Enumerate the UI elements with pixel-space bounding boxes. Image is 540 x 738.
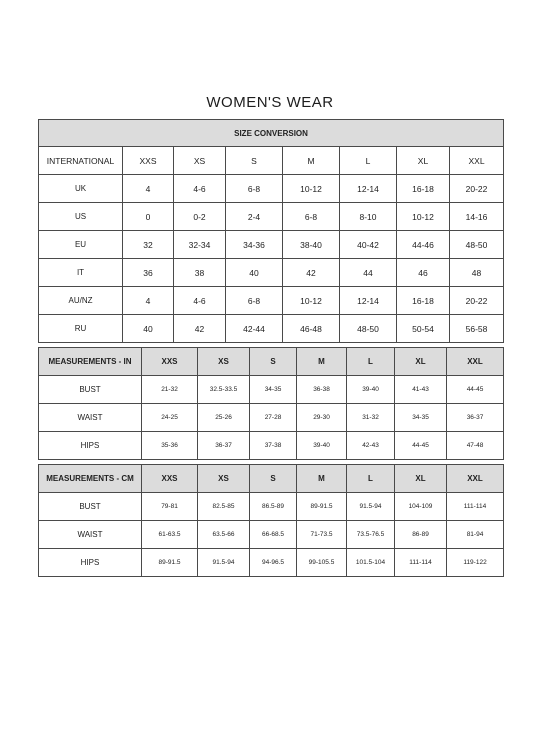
table-cell: 21-32 <box>142 376 198 404</box>
table-cell: 44 <box>340 259 397 287</box>
table-header-cell: XS <box>198 348 250 376</box>
table-cell: XL <box>397 147 450 175</box>
table-cell: 16-18 <box>397 287 450 315</box>
table-cell: 39-40 <box>297 432 347 460</box>
table-cell: 44-46 <box>397 231 450 259</box>
table-cell: 4-6 <box>174 287 226 315</box>
table-cell: 71-73.5 <box>297 521 347 549</box>
table-cell: 12-14 <box>340 287 397 315</box>
table-cell: S <box>226 147 283 175</box>
table-cell: 94-96.5 <box>250 549 297 577</box>
measurements-cm-table <box>38 464 504 577</box>
table-cell: 111-114 <box>447 493 504 521</box>
table-cell: XS <box>174 147 226 175</box>
table-cell: 99-105.5 <box>297 549 347 577</box>
table-cell: WAIST <box>39 404 142 432</box>
table-cell: 4 <box>123 175 174 203</box>
table-cell: 86-89 <box>395 521 447 549</box>
table-row <box>39 315 504 343</box>
table-header-cell: XXS <box>142 465 198 493</box>
table-cell: BUST <box>39 493 142 521</box>
table-cell: 6-8 <box>226 175 283 203</box>
table-cell: 61-63.5 <box>142 521 198 549</box>
table-header-cell: XXL <box>447 465 504 493</box>
table-cell: 8-10 <box>340 203 397 231</box>
table-row <box>39 203 504 231</box>
table-cell: 48-50 <box>450 231 504 259</box>
table-cell: 89-91.5 <box>297 493 347 521</box>
table-cell: 38-40 <box>283 231 340 259</box>
table-cell: 20-22 <box>450 287 504 315</box>
table-cell: 4 <box>123 287 174 315</box>
table-cell: 66-68.5 <box>250 521 297 549</box>
table-header-row <box>39 348 504 376</box>
table-cell: 31-32 <box>347 404 395 432</box>
table-cell: 73.5-76.5 <box>347 521 395 549</box>
table-cell: 46 <box>397 259 450 287</box>
table-cell: 20-22 <box>450 175 504 203</box>
table-cell: 40 <box>226 259 283 287</box>
table-cell: 2-4 <box>226 203 283 231</box>
table-cell: 34-35 <box>250 376 297 404</box>
table-cell: 42-44 <box>226 315 283 343</box>
table-cell: 6-8 <box>283 203 340 231</box>
table-cell: 36-38 <box>297 376 347 404</box>
table-row <box>39 259 504 287</box>
table-header-cell: XL <box>395 465 447 493</box>
table-cell: 36-37 <box>198 432 250 460</box>
table-cell: 6-8 <box>226 287 283 315</box>
table-header-cell: XXL <box>447 348 504 376</box>
table-cell: 91.5-94 <box>198 549 250 577</box>
table-row <box>39 376 504 404</box>
table-cell: XXL <box>450 147 504 175</box>
table-cell: 38 <box>174 259 226 287</box>
table-header-cell: S <box>250 348 297 376</box>
table-header-cell: XXS <box>142 348 198 376</box>
table-cell: 44-45 <box>447 376 504 404</box>
table-cell: BUST <box>39 376 142 404</box>
table-cell: 89-91.5 <box>142 549 198 577</box>
table-cell: 101.5-104 <box>347 549 395 577</box>
table-cell: 48 <box>450 259 504 287</box>
table-cell: 42-43 <box>347 432 395 460</box>
table-cell: 119-122 <box>447 549 504 577</box>
page-title: WOMEN'S WEAR <box>206 94 334 111</box>
table-cell: 29-30 <box>297 404 347 432</box>
table-row <box>39 147 504 175</box>
table-cell: EU <box>39 231 123 259</box>
table-row <box>39 231 504 259</box>
table-cell: US <box>39 203 123 231</box>
table-cell: 63.5-66 <box>198 521 250 549</box>
table-header-cell: XS <box>198 465 250 493</box>
table-cell: 35-36 <box>142 432 198 460</box>
table-cell: HIPS <box>39 549 142 577</box>
table-cell: 0 <box>123 203 174 231</box>
table-cell: 44-45 <box>395 432 447 460</box>
table-cell: 91.5-94 <box>347 493 395 521</box>
table-cell: 42 <box>283 259 340 287</box>
table-cell: 56-58 <box>450 315 504 343</box>
table-header-cell: MEASUREMENTS - CM <box>39 465 142 493</box>
table-cell: 111-114 <box>395 549 447 577</box>
table-cell: 50-54 <box>397 315 450 343</box>
table-cell: 32 <box>123 231 174 259</box>
table-row <box>39 287 504 315</box>
table-header-cell: M <box>297 465 347 493</box>
size-conversion-table <box>38 119 504 343</box>
table-cell: UK <box>39 175 123 203</box>
table-cell: 32-34 <box>174 231 226 259</box>
table-header-cell: M <box>297 348 347 376</box>
table-cell: XXS <box>123 147 174 175</box>
table-header-cell: L <box>347 348 395 376</box>
table-row <box>39 521 504 549</box>
table-cell: 47-48 <box>447 432 504 460</box>
table-cell: 79-81 <box>142 493 198 521</box>
table-row <box>39 175 504 203</box>
table-cell: 48-50 <box>340 315 397 343</box>
table-cell: INTERNATIONAL <box>39 147 123 175</box>
table-header-cell: L <box>347 465 395 493</box>
table-cell: 36-37 <box>447 404 504 432</box>
table-header-cell: MEASUREMENTS - IN <box>39 348 142 376</box>
table-cell: 39-40 <box>347 376 395 404</box>
table-cell: 25-26 <box>198 404 250 432</box>
table-row <box>39 493 504 521</box>
table-cell: 81-94 <box>447 521 504 549</box>
table-cell: 40-42 <box>340 231 397 259</box>
table-cell: 82.5-85 <box>198 493 250 521</box>
table-cell: 32.5-33.5 <box>198 376 250 404</box>
table-header-cell: S <box>250 465 297 493</box>
table-cell: 27-28 <box>250 404 297 432</box>
table-cell: 34-36 <box>226 231 283 259</box>
table-cell: 14-16 <box>450 203 504 231</box>
table-cell: 86.5-89 <box>250 493 297 521</box>
measurements-inches-table <box>38 347 504 460</box>
table-cell: 46-48 <box>283 315 340 343</box>
table-cell: AU/NZ <box>39 287 123 315</box>
table-cell: 0-2 <box>174 203 226 231</box>
table-cell: 37-38 <box>250 432 297 460</box>
table-row <box>39 432 504 460</box>
table-cell: 34-35 <box>395 404 447 432</box>
size-conversion-header: SIZE CONVERSION <box>39 120 504 147</box>
table-cell: 10-12 <box>283 175 340 203</box>
table-cell: 40 <box>123 315 174 343</box>
table-cell: 16-18 <box>397 175 450 203</box>
table-header-row <box>39 465 504 493</box>
table-cell: WAIST <box>39 521 142 549</box>
table-cell: M <box>283 147 340 175</box>
table-cell: 41-43 <box>395 376 447 404</box>
table-cell: IT <box>39 259 123 287</box>
table-cell: 10-12 <box>283 287 340 315</box>
table-cell: 12-14 <box>340 175 397 203</box>
table-cell: 36 <box>123 259 174 287</box>
table-cell: RU <box>39 315 123 343</box>
table-cell: 42 <box>174 315 226 343</box>
table-cell: 10-12 <box>397 203 450 231</box>
table-cell: 4-6 <box>174 175 226 203</box>
table-cell: 104-109 <box>395 493 447 521</box>
table-cell: L <box>340 147 397 175</box>
table-cell: HIPS <box>39 432 142 460</box>
table-cell: 24-25 <box>142 404 198 432</box>
table-row <box>39 404 504 432</box>
table-header-cell: XL <box>395 348 447 376</box>
table-row <box>39 549 504 577</box>
